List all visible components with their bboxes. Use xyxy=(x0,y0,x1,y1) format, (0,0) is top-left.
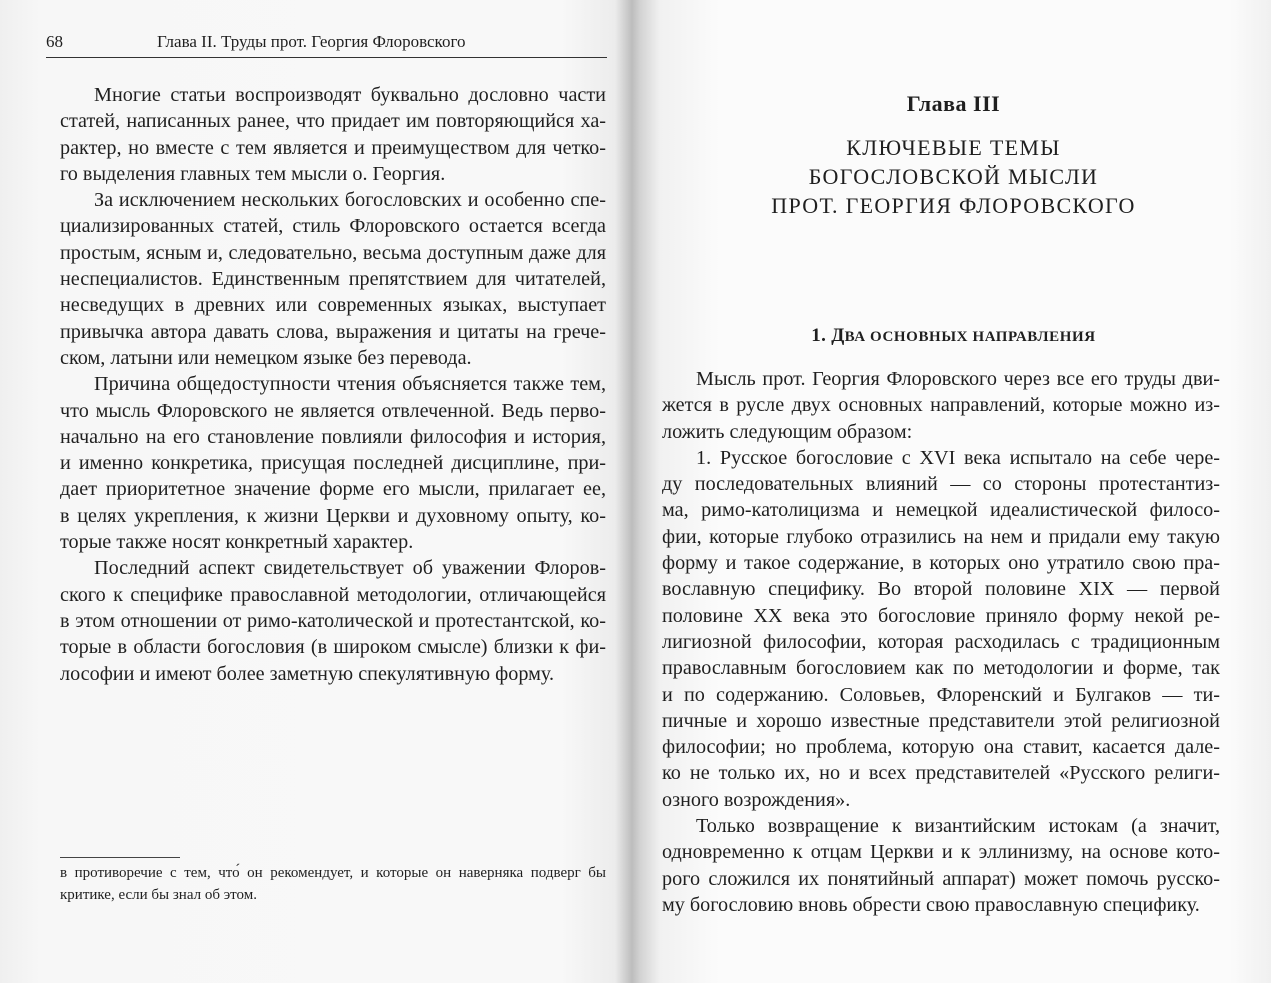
paragraph xyxy=(662,366,1220,445)
text-line: в целях укрепления, к жизни Церкви и духовному опыту, ко- xyxy=(60,504,606,527)
text-line: православным богословием как по методологии и форме, так xyxy=(662,657,1220,680)
text-line: статей, написанных ранее, что придает им повторяющийся ха- xyxy=(60,110,606,133)
chapter-title xyxy=(636,133,1271,220)
text-line: привычка автора давать слова, выражения и цитаты на грече- xyxy=(60,320,606,343)
paragraph xyxy=(60,82,606,187)
text-line: фии, которые глубоко отразились на нем и придали ему такую xyxy=(662,525,1220,548)
text-line: пичные и хорошо известные представители этой религиозной xyxy=(662,709,1220,732)
footnote xyxy=(60,862,606,906)
paragraph xyxy=(662,813,1220,918)
text-line: циализированных статей, стиль Флоровского остается всегда xyxy=(60,215,606,238)
right-page xyxy=(636,0,1271,983)
paragraph xyxy=(60,187,606,371)
text-line: рого сложился их понятийный аппарат) может помочь русско- xyxy=(662,867,1220,890)
text-line: вославную специфику. Во второй половине XIX — первой xyxy=(662,578,1220,601)
text-line: и по содержанию. Соловьев, Флоренский и Булгаков — ти- xyxy=(662,683,1220,706)
left-body-text xyxy=(60,82,606,687)
text-line: начально на его становление повлияли философия и история, xyxy=(60,425,606,448)
text-line: лософии и имеют более заметную спекулятивную форму. xyxy=(60,662,555,685)
text-line: что мысль Флоровского не является отвлеченной. Ведь перво- xyxy=(60,399,606,422)
running-head xyxy=(46,30,606,54)
paragraph xyxy=(60,371,606,555)
text-line: неспециалистов. Единственным препятствием для читателей, xyxy=(60,268,606,291)
text-line: ко не только их, но и всех представителей «Русского религи- xyxy=(662,762,1220,785)
right-body-text xyxy=(662,366,1220,918)
text-line: ду последовательных влияний — со стороны протестантиз- xyxy=(662,473,1220,496)
text-line: дает приоритетное значение форме его мысли, прилагает ее, xyxy=(60,478,606,501)
text-line: 1. Русское богословие с XVI века испытало на себе чере- xyxy=(696,446,1220,469)
section-title-initial: Д xyxy=(831,325,845,346)
header-rule xyxy=(46,57,607,58)
paragraph xyxy=(662,445,1220,813)
text-line: философии; но проблема, которую она ставит, касается дале- xyxy=(662,736,1220,759)
text-line: ложить следующим образом: xyxy=(662,420,913,443)
paragraph xyxy=(60,555,606,686)
chapter-title-line: ПРОТ. ГЕОРГИЯ ФЛОРОВСКОГО xyxy=(771,193,1136,218)
text-line: форму и такое содержание, в которых оно утратило свою пра- xyxy=(662,552,1220,575)
section-number: 1. xyxy=(811,325,827,346)
running-title: Глава II. Труды прот. Георгия Флоровского xyxy=(157,32,466,51)
left-page xyxy=(0,0,634,983)
footnote-rule xyxy=(60,857,180,858)
text-line: торые также носят конкретный характер. xyxy=(60,531,414,554)
footnote-line: в противоречие с тем, что́ он рекомендует, и которые он наверняка подверг бы xyxy=(60,865,606,881)
text-line: несведущих в древних или современных языках, выступает xyxy=(60,294,606,317)
section-title xyxy=(636,322,1271,351)
chapter-title-line: КЛЮЧЕВЫЕ ТЕМЫ xyxy=(846,135,1061,160)
text-line: одновременно к отцам Церкви и к эллинизму, на основе кото- xyxy=(662,841,1220,864)
text-line: в этом отношении от римо-католической и протестантской, ко- xyxy=(60,609,606,632)
text-line: Причина общедоступности чтения объясняется также тем, xyxy=(94,373,606,396)
text-line: половине XX века это богословие приняло форму некой ре- xyxy=(662,604,1220,627)
footnote-line: критике, если бы знал об этом. xyxy=(60,887,257,903)
text-line: ского к специфике православной методологии, отличающейся xyxy=(60,583,606,606)
text-line: лигиозной философии, которая расходилась с традиционным xyxy=(662,630,1220,653)
text-line: торые в области богословия (в широком смысле) близки к фи- xyxy=(60,636,606,659)
section-title-text: ВА ОСНОВНЫХ НАПРАВЛЕНИЯ xyxy=(844,329,1096,345)
text-line: простым, ясным и, следовательно, весьма доступным даже для xyxy=(60,241,606,264)
text-line: го выделения главных тем мысли о. Георгия. xyxy=(60,162,446,185)
text-line: и именно конкретика, присущая последней дисциплине, при- xyxy=(60,452,606,475)
page-number: 68 xyxy=(46,32,63,51)
text-line: жется в русле двух основных направлений, которые можно из- xyxy=(662,394,1220,417)
text-line: озного возрождения». xyxy=(662,788,851,811)
text-line: ма, римо-католицизма и немецкой идеалистической филосо- xyxy=(662,499,1220,522)
text-line: му богословию вновь обрести свою православную специфику. xyxy=(662,893,1200,916)
chapter-title-line: БОГОСЛОВСКОЙ МЫСЛИ xyxy=(808,164,1099,189)
text-line: рактер, но вместе с тем является и преимуществом для четко- xyxy=(60,136,606,159)
text-line: Последний аспект свидетельствует об уважении Флоров- xyxy=(94,557,606,580)
text-line: Мысль прот. Георгия Флоровского через все его труды дви- xyxy=(696,368,1220,390)
chapter-label: Глава III xyxy=(906,91,1001,116)
text-line: Только возвращение к византийским истокам (а значит, xyxy=(696,815,1220,838)
text-line: Многие статьи воспроизводят буквально дословно части xyxy=(94,84,606,106)
text-line: За исключением нескольких богословских и особенно спе- xyxy=(94,189,606,212)
text-line: ском, латыни или немецком языке без перевода. xyxy=(60,346,472,369)
